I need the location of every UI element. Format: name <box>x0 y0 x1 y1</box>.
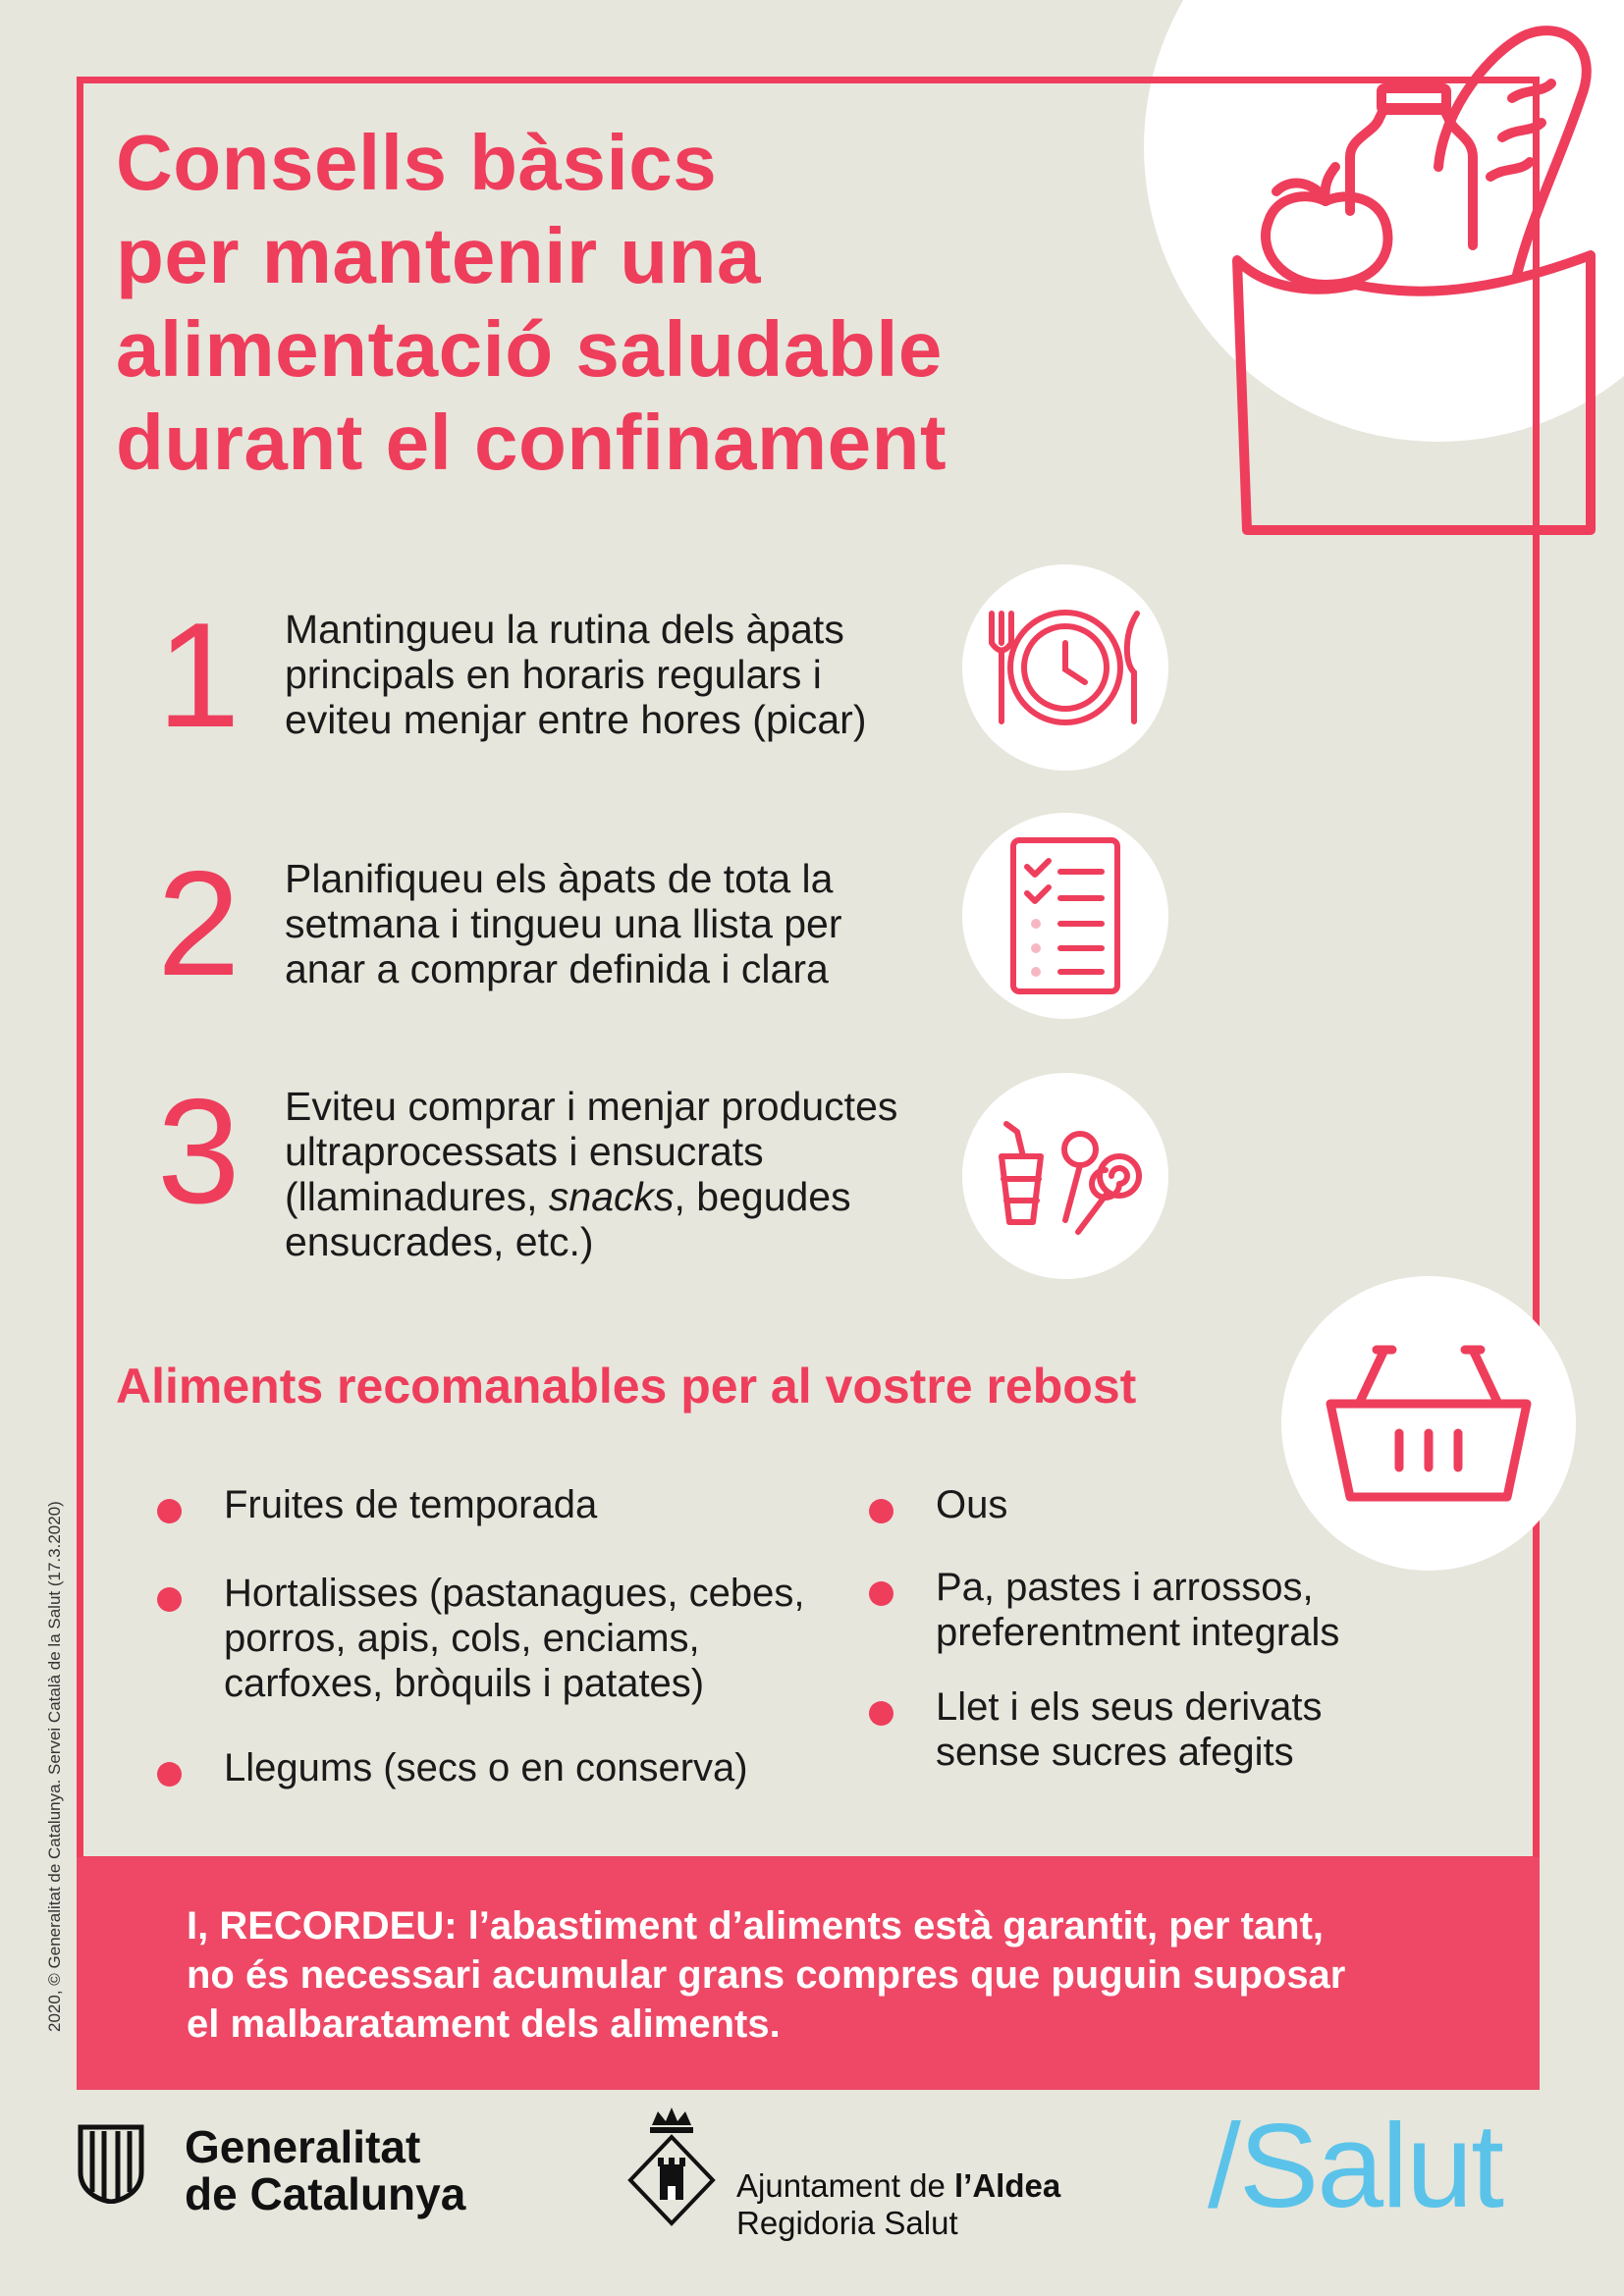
title-line: Consells bàsics <box>116 119 718 206</box>
generalitat-logo-text: Generalitat de Catalunya <box>185 2121 466 2219</box>
generalitat-emblem-icon <box>77 2123 145 2204</box>
bullet-dot <box>157 1587 182 1612</box>
clock-plate-icon <box>962 564 1168 771</box>
tip-number-2: 2 <box>157 840 241 1007</box>
tip-line: Planifiqueu els àpats de tota la <box>285 856 834 901</box>
tip-line: ultraprocessats i ensucrats <box>285 1129 764 1174</box>
tip-line: Eviteu comprar i menjar productes <box>285 1084 898 1129</box>
foods-list-right <box>869 1482 1419 1775</box>
ajuntament-logo-text: Ajuntament de l’Aldea Regidoria Salut <box>736 2167 1061 2241</box>
tip-text-1 <box>285 607 992 742</box>
bullet-dot <box>157 1762 182 1787</box>
tip-line: anar a comprar definida i clara <box>285 946 829 991</box>
sweets-drink-icon <box>962 1073 1168 1279</box>
tip-line: (llaminadures, snacks, begudes <box>285 1174 851 1219</box>
tip-number-3: 3 <box>157 1068 241 1235</box>
list-item: Ous <box>869 1482 1419 1527</box>
reminder-line: el malbaratament dels aliments. <box>187 2002 781 2046</box>
tip-line: eviteu menjar entre hores (picar) <box>285 697 867 742</box>
title-line: durant el confinament <box>116 399 947 486</box>
tip-number-1: 1 <box>157 592 241 759</box>
list-item: Llegums (secs o en conserva) <box>157 1745 884 1790</box>
list-item: Fruites de temporada <box>157 1482 884 1527</box>
bullet-dot <box>869 1701 893 1726</box>
checklist-icon <box>962 813 1168 1019</box>
list-item: Pa, pastes i arrossos, preferentment integrals <box>869 1565 1419 1655</box>
list-item: Llet i els seus derivats sense sucres afegits <box>869 1684 1419 1775</box>
list-item: Hortalisses (pastanagues, cebes, porros, apis, cols, enciams, carfoxes, bròquils i patates) <box>157 1571 884 1706</box>
pantry-section-title: Aliments recomanables per al vostre rebost <box>116 1359 1137 1414</box>
snacks-word: snacks <box>548 1174 675 1219</box>
poster-title <box>116 116 1147 489</box>
tip-text-2 <box>285 856 992 991</box>
reminder-line: no és necessari acumular grans compres que puguin suposar <box>187 1953 1346 1997</box>
tip-text-3 <box>285 1084 992 1264</box>
salut-logo: /Salut <box>1208 2099 1502 2232</box>
ajuntament-coat-of-arms-icon <box>624 2104 719 2229</box>
tip-line: setmana i tingueu una llista per <box>285 901 842 946</box>
bullet-dot <box>869 1499 893 1523</box>
title-line: per mantenir una <box>116 212 762 299</box>
copyright-credit: 2020, © Generalitat de Catalunya. Servei Català de la Salut (17.3.2020) <box>45 1501 64 2032</box>
tip-line: principals en horaris regulars i <box>285 652 822 697</box>
foods-list-left <box>157 1482 884 1790</box>
grocery-bag-icon <box>1178 20 1620 550</box>
tip-line: Mantingueu la rutina dels àpats <box>285 607 844 652</box>
title-line: alimentació saludable <box>116 305 943 393</box>
reminder-line: I, RECORDEU: l’abastiment d’aliments està garantit, per tant, <box>187 1904 1325 1948</box>
reminder-text <box>187 1901 1463 2049</box>
tip-line: ensucrades, etc.) <box>285 1219 594 1264</box>
bullet-dot <box>157 1499 182 1523</box>
bullet-dot <box>869 1581 893 1606</box>
